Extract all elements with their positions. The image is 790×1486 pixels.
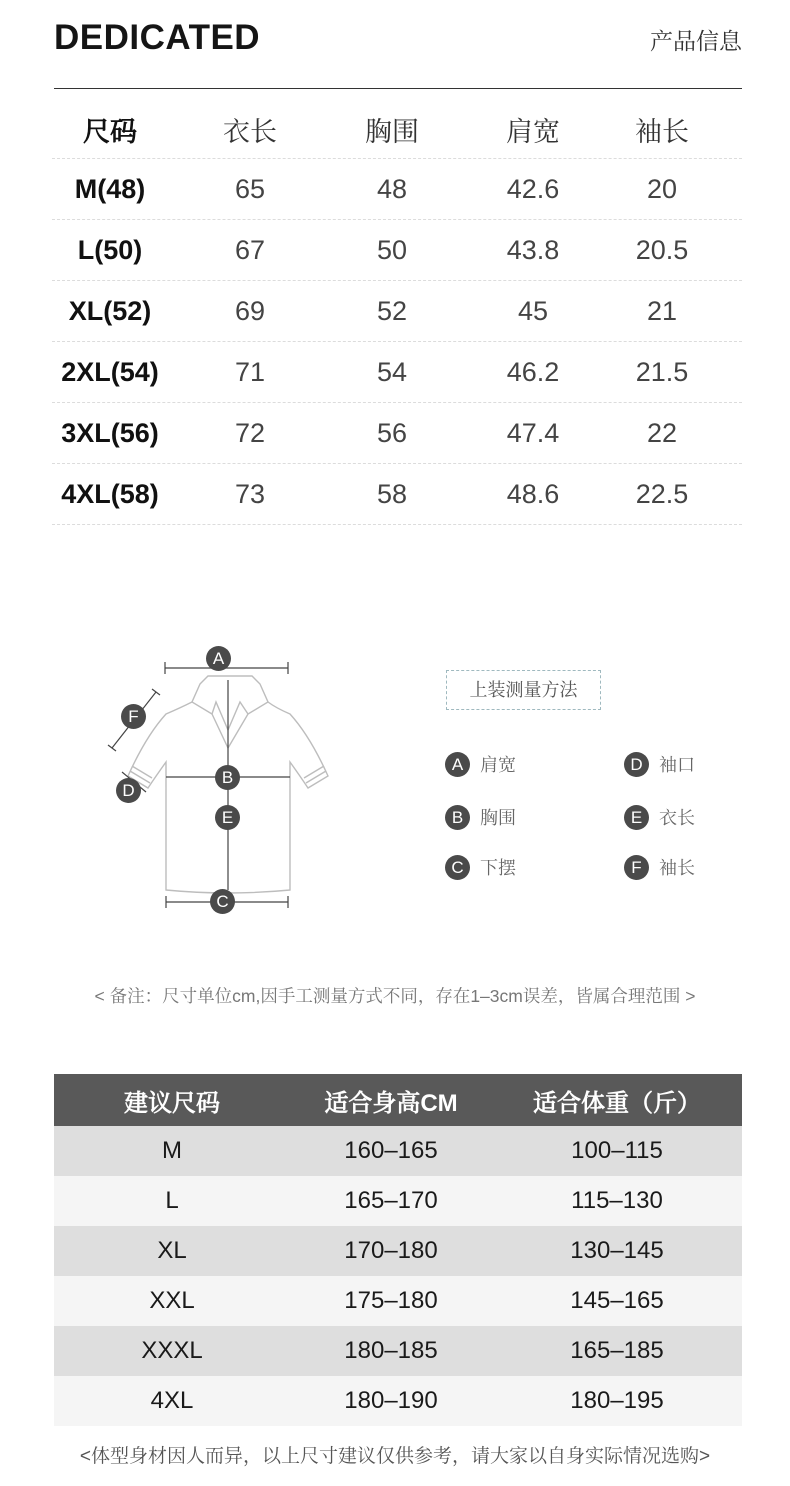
badge-e-icon: E [624, 805, 649, 830]
legend-label: 胸围 [480, 808, 516, 828]
badge-c-icon: C [445, 855, 470, 880]
legend-item-sleeve [624, 854, 695, 880]
size-cell: XXXL [141, 1337, 203, 1364]
table-row [54, 1176, 742, 1226]
shirt-measurement-diagram [100, 640, 340, 920]
badge-a-icon: A [206, 646, 231, 671]
legend-item-length [624, 804, 695, 830]
chest-cell: 52 [376, 295, 408, 326]
badge-c-icon: C [210, 889, 235, 914]
legend-label: 袖长 [659, 858, 695, 878]
measurement-note: < 备注：尺寸单位cm,因手工测量方式不同，存在1–3cm误差，皆属合理范围 > [94, 986, 696, 1006]
sleeve-cell: 22.5 [635, 478, 689, 509]
badge-d-icon: D [624, 752, 649, 777]
weight-cell: 145–165 [570, 1287, 664, 1314]
length-cell: 65 [234, 173, 266, 204]
shoulder-cell: 45 [517, 295, 549, 326]
table-row [54, 1126, 742, 1176]
header-cell: 建议尺码 [124, 1089, 220, 1117]
size-cell: XL [157, 1237, 187, 1264]
table-row [52, 403, 742, 464]
size-cell: M [162, 1137, 182, 1164]
table-row [52, 220, 742, 281]
measurement-method-title: 上装测量方法 [446, 670, 601, 710]
height-cell: 160–165 [344, 1137, 438, 1164]
weight-cell: 100–115 [571, 1137, 663, 1164]
height-cell: 165–170 [344, 1187, 438, 1214]
brand-title: DEDICATED [54, 18, 261, 57]
table-row [54, 1226, 742, 1276]
badge-d-icon: D [116, 778, 141, 803]
size-cell: 2XL(54) [61, 356, 159, 387]
height-cell: 180–190 [344, 1387, 438, 1414]
size-cell: XXL [149, 1287, 195, 1314]
table-row [54, 1276, 742, 1326]
header-cell: 适合身高CM [324, 1089, 458, 1117]
size-cell: XL(52) [68, 295, 152, 326]
size-table-header [52, 100, 742, 159]
height-cell: 170–180 [344, 1237, 438, 1264]
size-cell: 4XL(58) [61, 478, 159, 509]
table-row [54, 1326, 742, 1376]
chest-cell: 48 [376, 173, 408, 204]
length-cell: 69 [234, 295, 266, 326]
length-cell: 67 [234, 234, 266, 265]
badge-b-icon: B [445, 805, 470, 830]
chest-cell: 56 [376, 417, 408, 448]
legend-label: 肩宽 [480, 755, 516, 775]
weight-cell: 165–185 [570, 1337, 664, 1364]
shoulder-cell: 48.6 [506, 478, 560, 509]
page-header [54, 16, 742, 89]
sleeve-cell: 20 [646, 173, 678, 204]
badge-b-icon: B [215, 765, 240, 790]
length-cell: 73 [234, 478, 266, 509]
weight-cell: 130–145 [570, 1237, 664, 1264]
shoulder-cell: 47.4 [506, 417, 560, 448]
table-row [54, 1376, 742, 1426]
shoulder-cell: 42.6 [506, 173, 560, 204]
legend-item-chest [445, 804, 516, 830]
header-cell: 适合体重（斤） [533, 1089, 701, 1117]
size-cell: 3XL(56) [61, 417, 159, 448]
header-cell: 尺码 [83, 116, 137, 147]
shoulder-cell: 43.8 [506, 234, 560, 265]
size-table [52, 100, 742, 525]
table-row [52, 464, 742, 525]
size-cell: L [165, 1187, 179, 1214]
shoulder-cell: 46.2 [506, 356, 560, 387]
badge-f-icon: F [121, 704, 146, 729]
legend-item-shoulder [445, 751, 516, 777]
table-row [52, 281, 742, 342]
length-cell: 71 [234, 356, 266, 387]
chest-cell: 58 [376, 478, 408, 509]
table-row [52, 342, 742, 403]
disclaimer-note: <体型身材因人而异，以上尺寸建议仅供参考，请大家以自身实际情况选购> [79, 1446, 711, 1467]
header-cell: 衣长 [223, 116, 277, 147]
chest-cell: 54 [376, 356, 408, 387]
weight-cell: 115–130 [571, 1187, 663, 1214]
chest-cell: 50 [376, 234, 408, 265]
legend-item-cuff [624, 751, 695, 777]
legend-label: 袖口 [659, 755, 695, 775]
size-cell: 4XL [150, 1387, 194, 1414]
length-cell: 72 [234, 417, 266, 448]
legend-item-hem [445, 854, 516, 880]
badge-e-icon: E [215, 805, 240, 830]
legend-label: 下摆 [480, 858, 516, 878]
legend-label: 衣长 [659, 808, 695, 828]
height-cell: 175–180 [344, 1287, 438, 1314]
size-cell: L(50) [77, 234, 143, 265]
badge-a-icon: A [445, 752, 470, 777]
sleeve-cell: 20.5 [635, 234, 689, 265]
recommendation-table-header [54, 1074, 742, 1126]
height-cell: 180–185 [344, 1337, 438, 1364]
header-cell: 肩宽 [506, 116, 560, 147]
size-cell: M(48) [74, 173, 146, 204]
sleeve-cell: 21.5 [635, 356, 689, 387]
weight-cell: 180–195 [570, 1387, 664, 1414]
badge-f-icon: F [624, 855, 649, 880]
recommendation-table [54, 1074, 742, 1426]
header-cell: 胸围 [365, 116, 419, 147]
table-row [52, 159, 742, 220]
header-cell: 袖长 [635, 116, 689, 147]
sleeve-cell: 22 [646, 417, 678, 448]
sleeve-cell: 21 [646, 295, 678, 326]
section-title: 产品信息 [650, 28, 742, 54]
